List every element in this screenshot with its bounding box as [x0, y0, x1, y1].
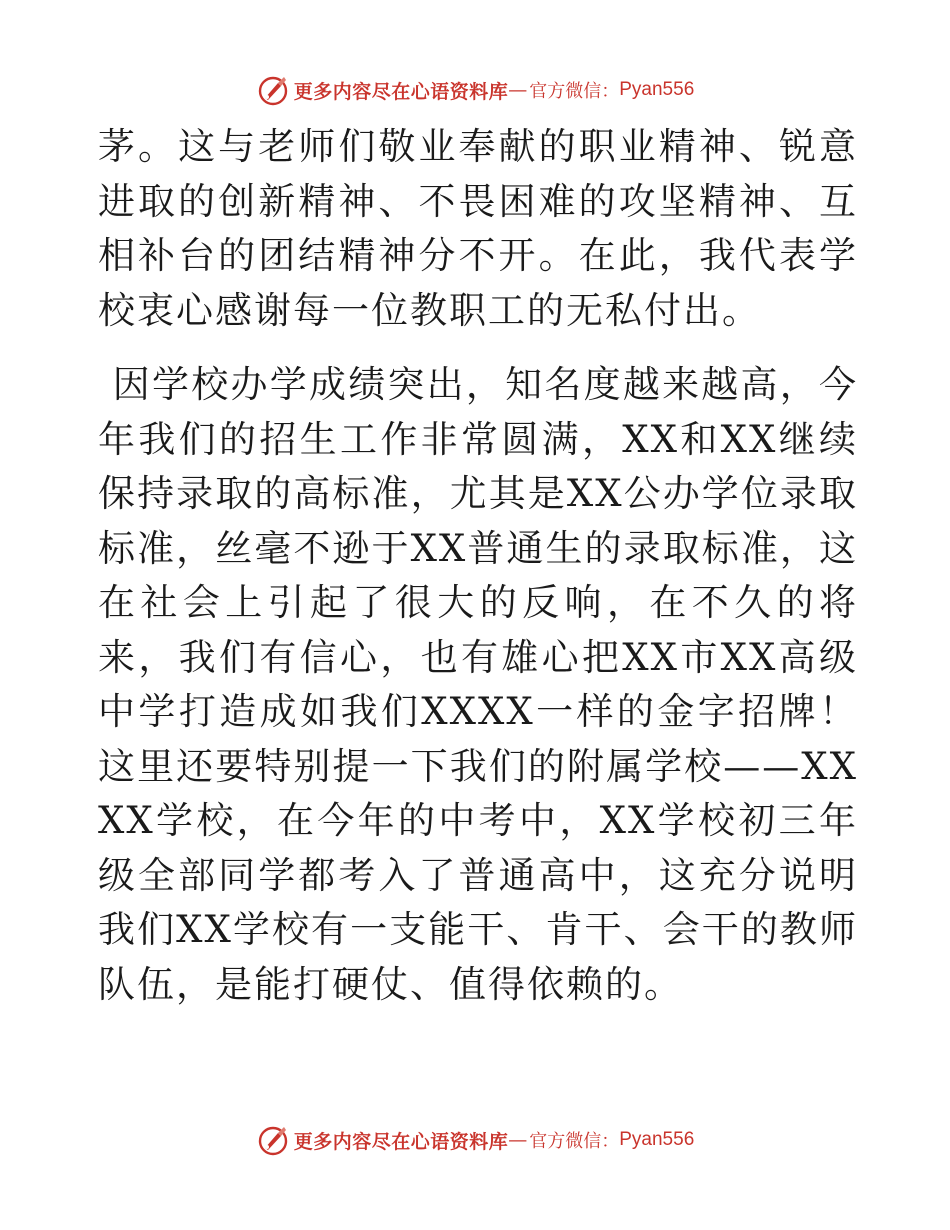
footer-wechat-id: Pyan556: [619, 1129, 695, 1150]
footer-banner: [0, 1120, 950, 1160]
footer-brand-text: 更多内容尽在心语资料库: [293, 1130, 509, 1153]
footer-wechat-label: 官方微信：: [529, 1131, 620, 1152]
header-wechat-label: 官方微信：: [529, 81, 620, 102]
header-banner: [0, 70, 950, 110]
paragraph-1: 茅。这与老师们敬业奉献的职业精神、锐意进取的创新精神、不畏困难的攻坚精神、互相补台的团结精神分不开。在此，我代表学校衷心感谢每一位教职工的无私付出。: [98, 125, 858, 332]
quill-logo-icon: [256, 73, 290, 107]
quill-logo-icon: [256, 1123, 290, 1157]
document-body: [98, 120, 858, 1012]
footer-separator: —: [508, 1129, 528, 1151]
header-brand-text: 更多内容尽在心语资料库: [293, 80, 509, 103]
header-separator: —: [508, 79, 528, 101]
paragraph-2: 因学校办学成绩突出，知名度越来越高，今年我们的招生工作非常圆满，XX和XX继续保持录取的高标准，尤其是XX公办学位录取标准，丝毫不逊于XX普通生的录取标准，这在社会上引起了很大的反响，在不久的将来，我们有信心，也有雄心把XX市XX高级中学打造成如我们XXXX一样的金字招牌！这里还要特别提一下我们的附属学校——XXXX学校，在今年的中考中，XX学校初三年级全部同学都考入了普通高中，这充分说明我们XX学校有一支能干、肯干、会干的教师队伍，是能打硬仗、值得依赖的。: [98, 363, 858, 1006]
header-wechat-id: Pyan556: [619, 79, 695, 100]
